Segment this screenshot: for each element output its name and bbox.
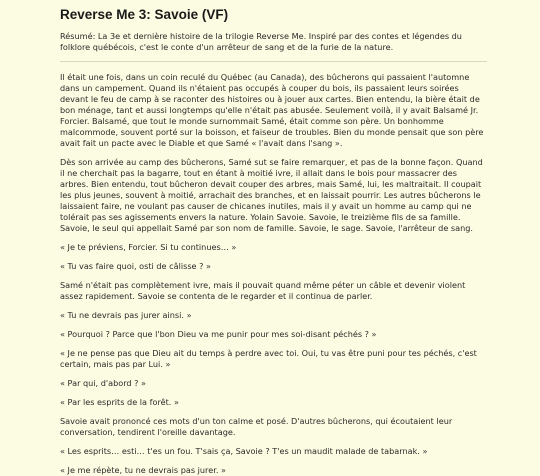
dialogue-line: « Tu ne devrais pas jurer ainsi. » — [60, 310, 192, 320]
dialogue-line: « Par qui, d'abord ? » — [60, 378, 147, 388]
dialogue-line: « Je te préviens, Forcier. Si tu continues… » — [60, 242, 237, 252]
divider — [60, 61, 487, 62]
dialogue-line: « Je ne pense pas que Dieu ait du temps à perdre avec toi. Oui, tu vas être puni pour tes péchés, c'est certain, mais pas par Lui. » — [60, 348, 477, 369]
dialogue-line: « Pourquoi ? Parce que l'bon Dieu va me punir pour mes soi-disant péchés ? » — [60, 329, 377, 339]
story-summary: Résumé: La 3e et dernière histoire de la trilogie Reverse Me. Inspiré par des contes et légendes du folklore québécois, c'est le conte d'un arrêteur de sang et de la furie de la nature. — [60, 31, 462, 52]
dialogue-line: « Par les esprits de la forêt. » — [60, 397, 179, 407]
story-paragraph: Il était une fois, dans un coin reculé du Québec (au Canada), des bûcherons qui passaient l'automne dans un campement. Quand ils n'étaient pas occupés à couper du bois, ils passaient leurs soirées devant le feu de camp à se raconter des histoires ou à jouer aux cartes. Bien entendu, la bière était de bon ménage, tant et aussi longtemps qu'elle n'était pas abusée. Seulement voilà, il y avait Balsamé Jr. Forcier. Balsamé, que tout le monde surnommait Samé, était comme son père. Un bonhomme malcommode, souvent porté sur la boisson, et faiseur de troubles. Bien du monde pensait que son père avait fait un pacte avec le Diable et que Samé « l'avait dans l'sang ». — [60, 72, 484, 148]
story-paragraph: Dès son arrivée au camp des bûcherons, Samé sut se faire remarquer, et pas de la bonne façon. Quand il ne cherchait pas la bagarre, tout en étant à moitié ivre, il allait dans le bois pour massacrer des arbres. Bien entendu, tout bûcheron devait couper des arbres, mais Samé, lui, les maltraitait. Il coupait les plus jeunes, souvent à moitié, arrachait des branches, et en laissait pourrir. Les autres bûcherons le laissaient faire, ne voulant pas causer de chicanes inutiles, mais il y avait un homme au camp qui ne tolérait pas ses agissements envers la nature. Yolain Savoie. Savoie, le treizième fils de sa famille. Savoie, le seul qui appellait Samé par son nom de famille. Savoie, le sage. Savoie, l'arrêteur de sang. — [60, 157, 483, 233]
story-paragraph: Samé n'était pas complètement ivre, mais il pouvait quand même péter un câble et devenir violent assez rapidement. Savoie se contenta de le regarder et il continua de parler. — [60, 280, 466, 301]
dialogue-line: « Tu vas faire quoi, osti de câlisse ? » — [60, 261, 212, 271]
story-body — [60, 72, 487, 476]
story-paragraph: Savoie avait prononcé ces mots d'un ton calme et posé. D'autres bûcherons, qui écoutaient leur conversation, tendirent l'oreille davantage. — [60, 416, 453, 437]
story-title: Reverse Me 3: Savoie (VF) — [60, 7, 229, 22]
dialogue-line: « Les esprits… esti… t'es un fou. T'sais ça, Savoie ? T'es un maudit malade de tabarnak. » — [60, 446, 428, 456]
dialogue-line: « Je me répète, tu ne devrais pas jurer. » — [60, 465, 226, 475]
